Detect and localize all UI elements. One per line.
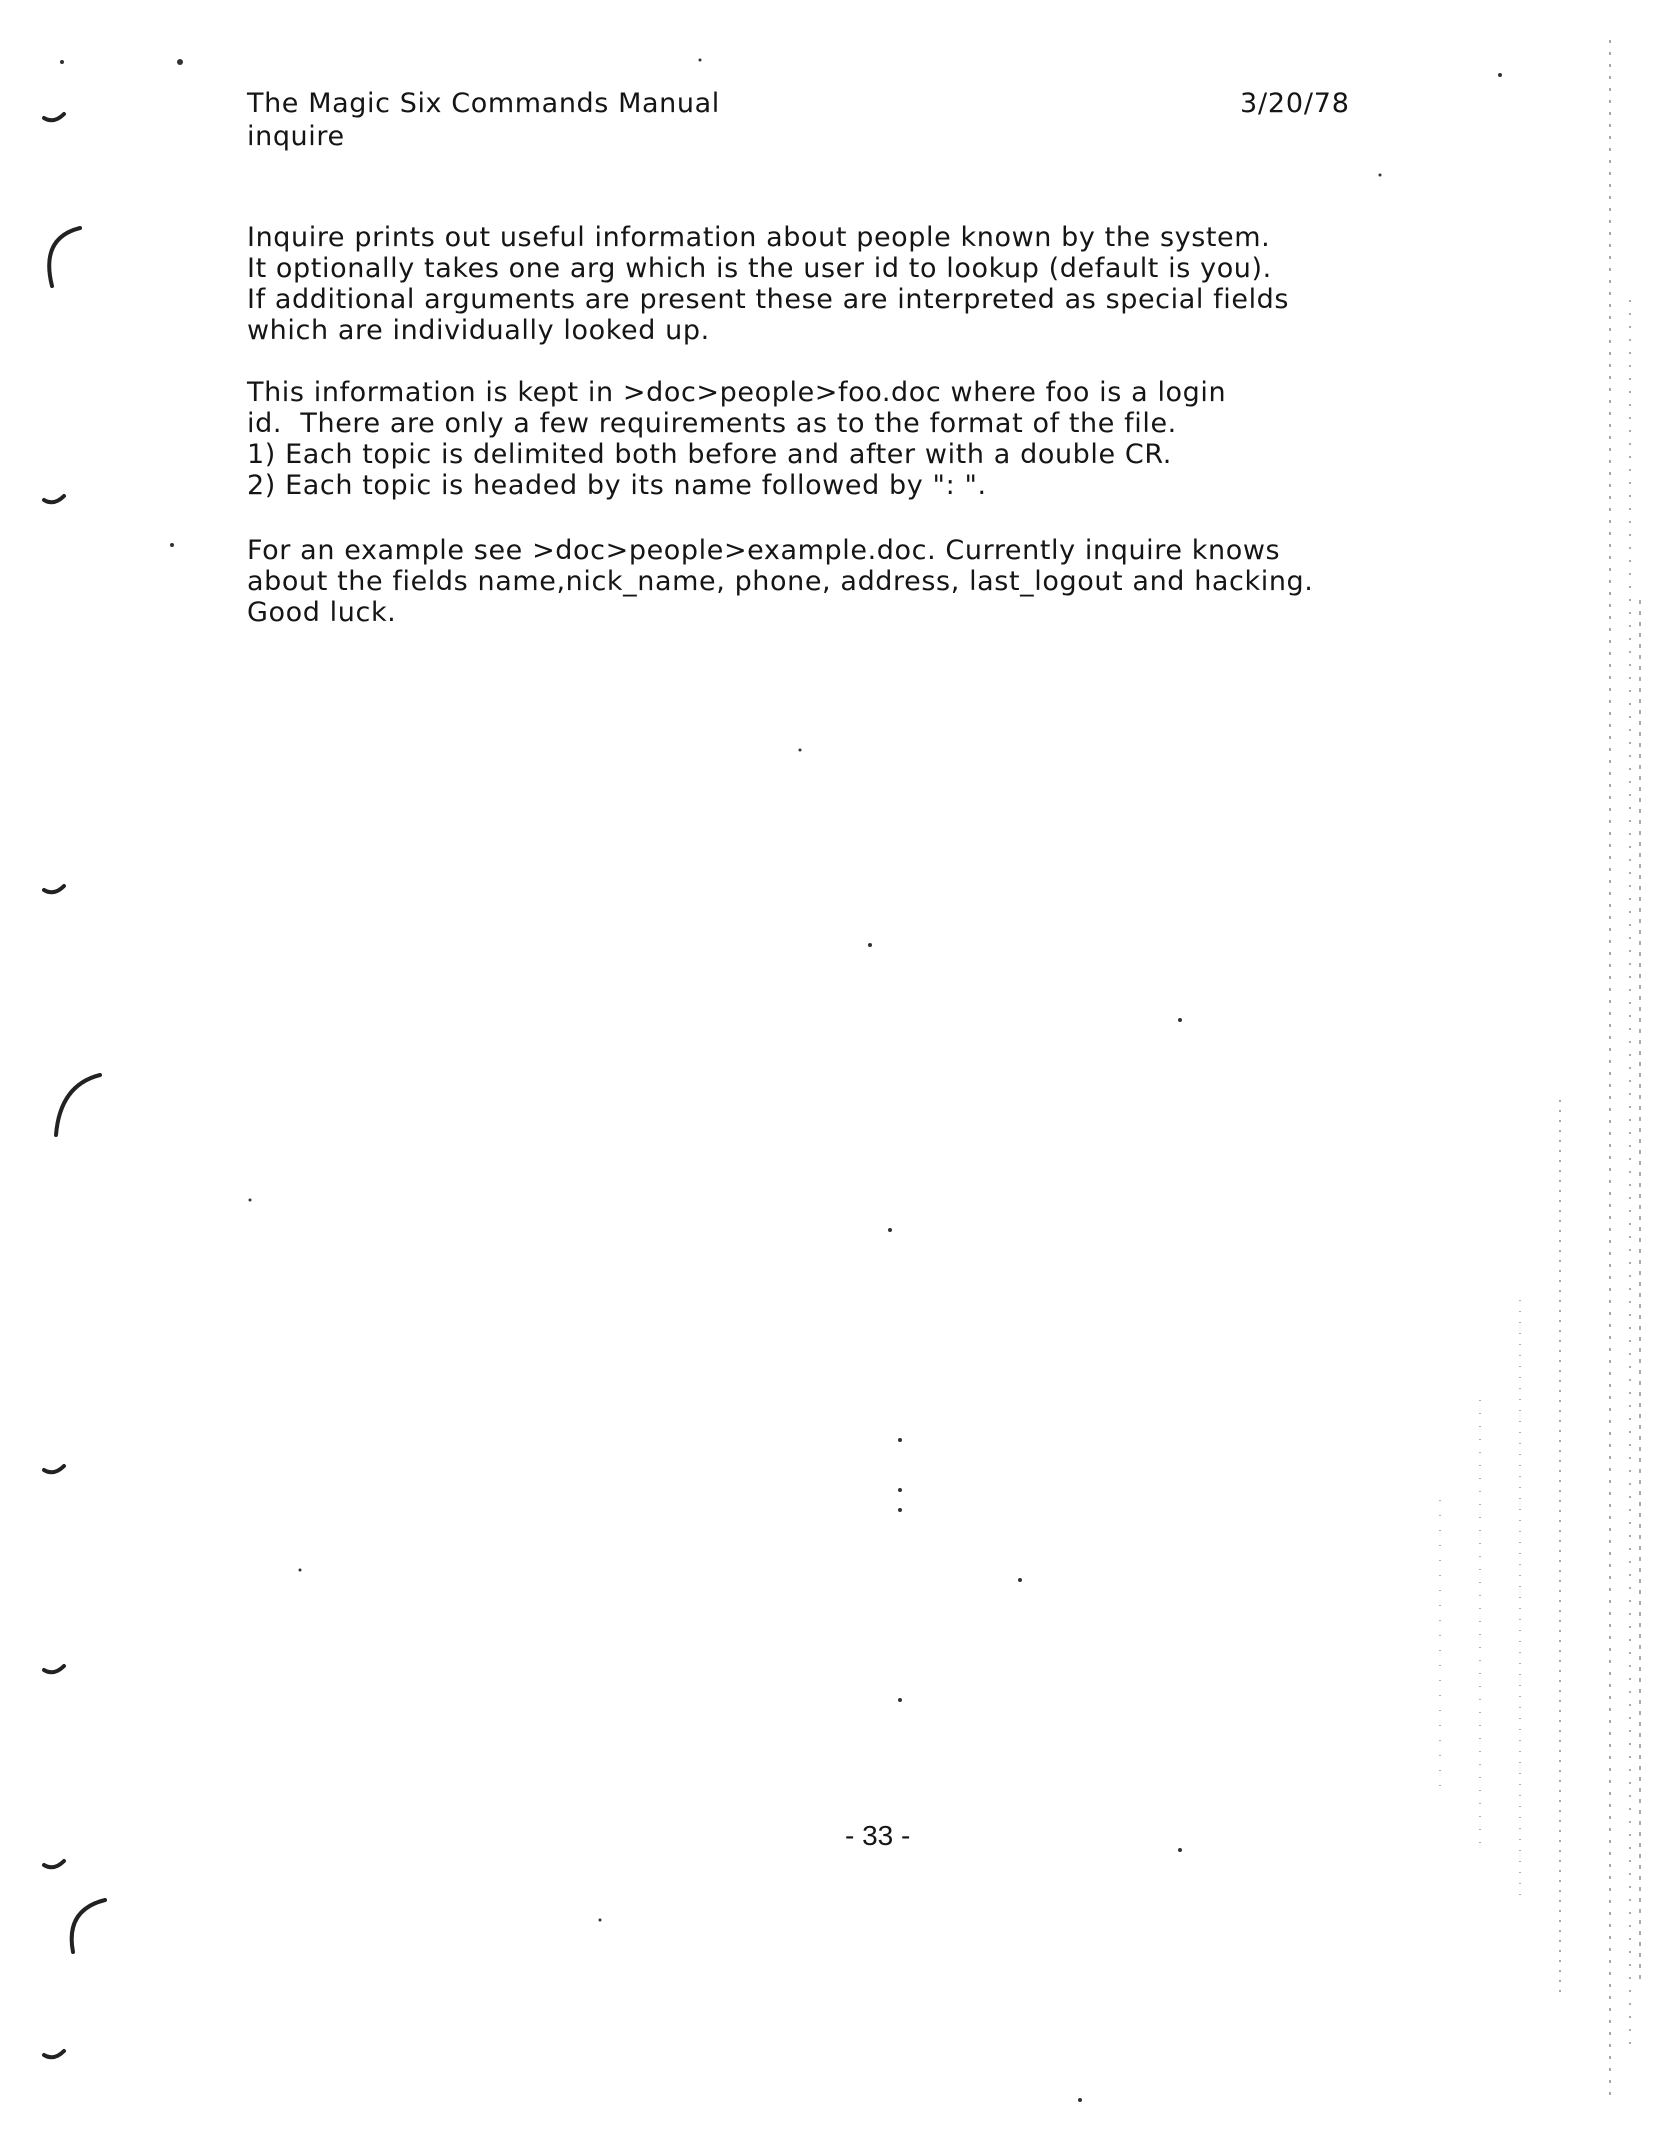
text-line: 2) Each topic is headed by its name followed by ": ". [247, 470, 987, 501]
text-line: For an example see >doc>people>example.doc. Currently inquire knows [247, 535, 1281, 566]
text-line: 1) Each topic is delimited both before and after with a double CR. [247, 439, 1172, 470]
binder-hole-icon [49, 228, 80, 286]
text-line: This information is kept in >doc>people>foo.doc where foo is a login [247, 377, 1227, 408]
text-line: id. There are only a few requirements as to the format of the file. [247, 408, 1177, 439]
page-number: - 33 - [845, 1820, 911, 1851]
command-name: inquire [247, 121, 345, 152]
manual-title: The Magic Six Commands Manual [247, 88, 720, 119]
text-line: It optionally takes one arg which is the user id to lookup (default is you). [247, 253, 1272, 284]
text-line: which are individually looked up. [247, 315, 710, 346]
text-line: Good luck. [247, 597, 397, 628]
text-line: about the fields name,nick_name, phone, address, last_logout and hacking. [247, 566, 1314, 597]
text-line: Inquire prints out useful information about people known by the system. [247, 222, 1271, 253]
binder-mark-icon [44, 114, 64, 120]
document-date: 3/20/78 [1240, 88, 1350, 119]
text-line: If additional arguments are present these are interpreted as special fields [247, 284, 1290, 315]
